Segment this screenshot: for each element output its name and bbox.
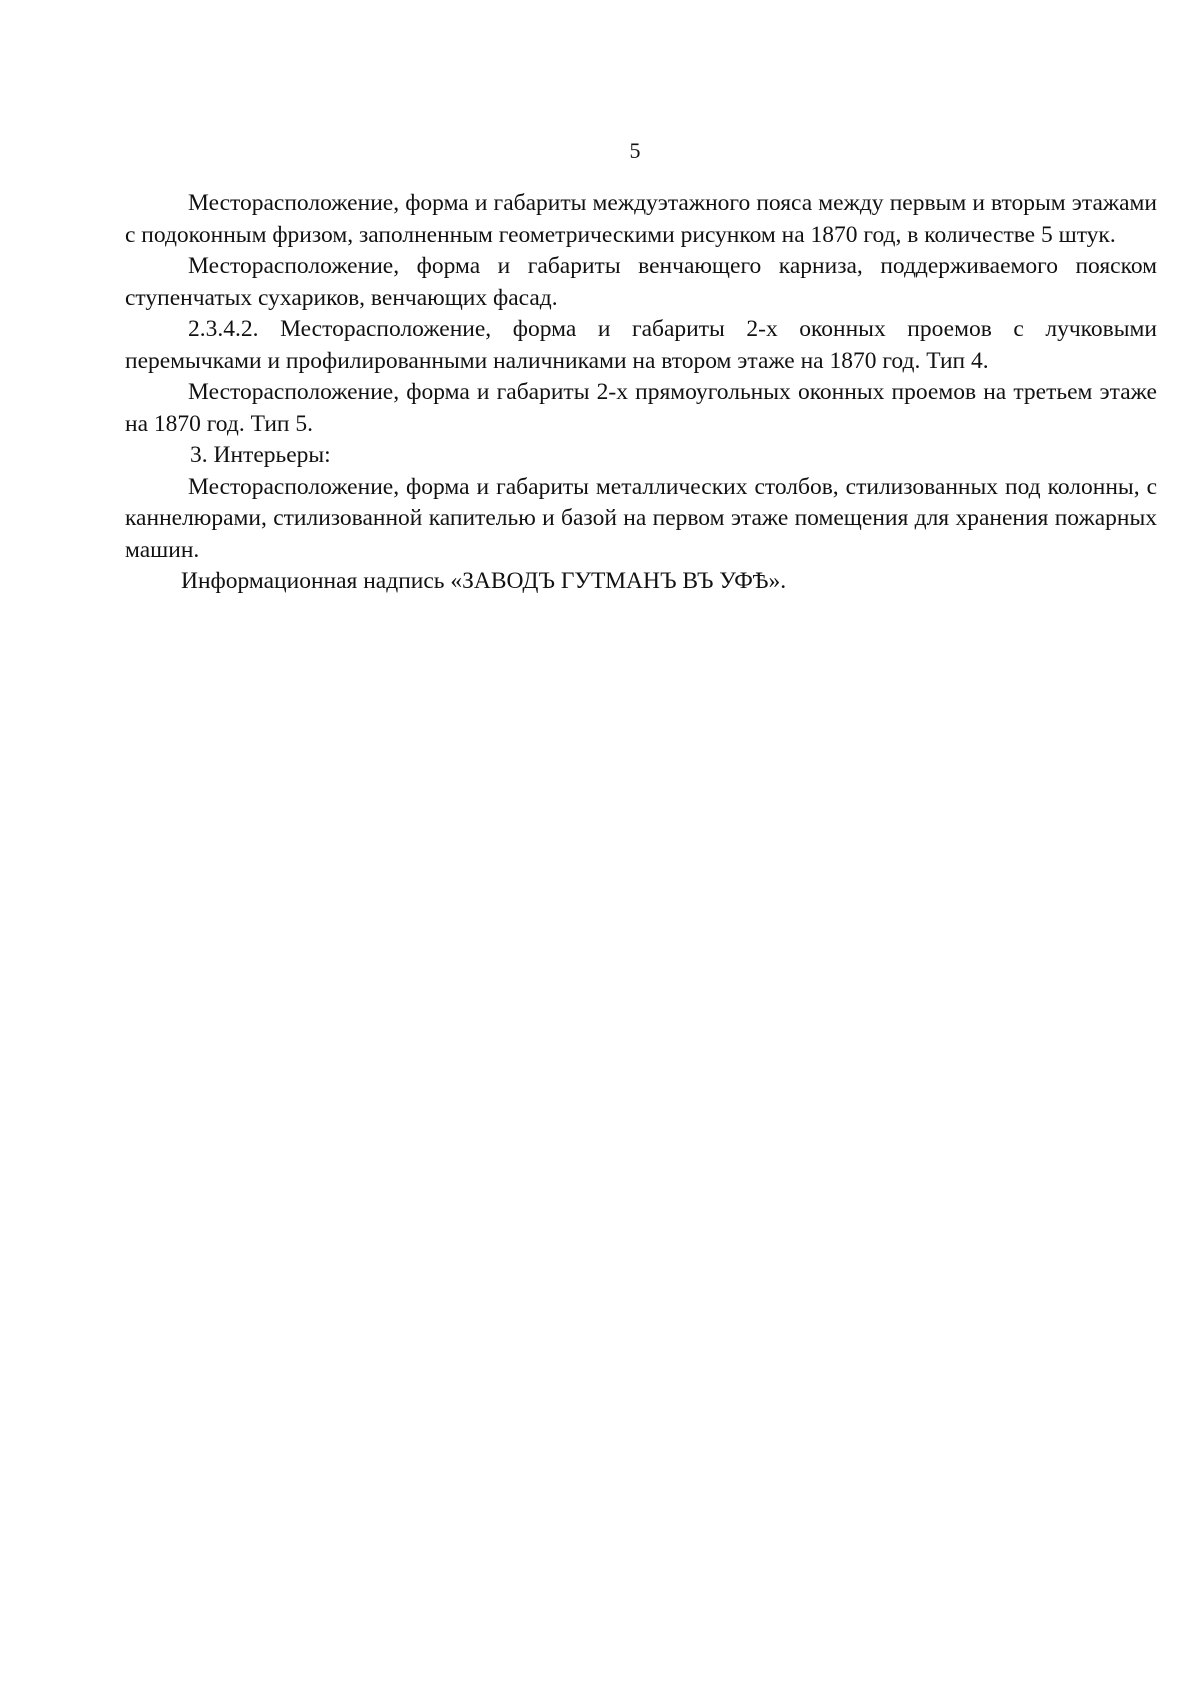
paragraph-window-openings-type-4: 2.3.4.2. Месторасположение, форма и габариты 2-х оконных проемов с лучковыми перемычками и профилированными наличниками на втором этаже на 1870 год. Тип 4. [125, 316, 1157, 374]
paragraph-metal-columns: Месторасположение, форма и габариты металлических столбов, стилизованных под колонны, с каннелюрами, стилизованной капителью и базой на первом этаже помещения для хранения пожарных машин. [125, 473, 1157, 563]
paragraph-window-openings-type-5: Месторасположение, форма и габариты 2-х прямоугольных оконных проемов на третьем этаже на 1870 год. Тип 5. [125, 379, 1157, 437]
page-number: 5 [629, 138, 641, 163]
paragraph-crowning-cornice: Месторасположение, форма и габариты венчающего карниза, поддерживаемого пояском ступенчатых сухариков, венчающих фасад. [125, 253, 1157, 311]
paragraph-interfloor-belt: Месторасположение, форма и габариты междуэтажного пояса между первым и вторым этажами с подоконным фризом, заполненным геометрическими рисунком на 1870 год, в количестве 5 штук. [125, 190, 1157, 248]
paragraph-information-inscription: Информационная надпись «ЗАВОДЪ ГУТМАНЪ ВЪ УФѢ». [181, 568, 787, 594]
document-body [125, 188, 1157, 598]
section-heading-interiors: 3. Интерьеры: [190, 442, 331, 468]
